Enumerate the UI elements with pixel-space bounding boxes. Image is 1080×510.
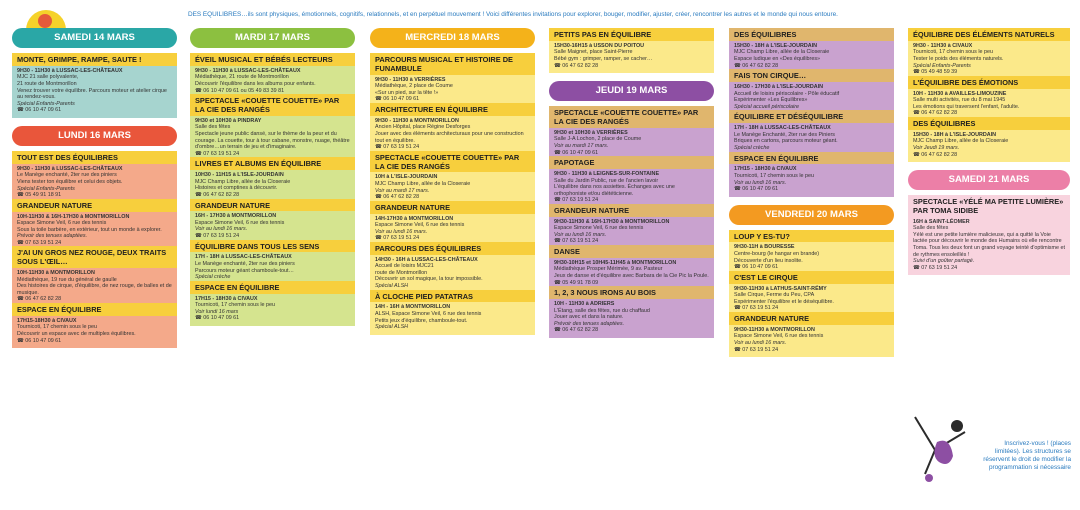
event-title: C'EST LE CIRQUE [729, 271, 894, 284]
event-detail: MJC Champ Libre, allée de la Closeraie [734, 49, 830, 56]
event-item [375, 201, 530, 242]
event-title: ÉVEIL MUSICAL ET BÉBÉS LECTEURS [190, 53, 355, 66]
event-time-place: 15H30 - 18H à L'ISLE-JOURDAIN [734, 42, 818, 49]
event-item [17, 53, 172, 114]
event-detail: Médiathèque Prosper Mérimée, 9 av. Pasteur [554, 266, 663, 273]
event-phone: ☎ 05 49 91 78 09 [554, 279, 599, 286]
event-detail: Voir lundi 16 mars [195, 308, 239, 315]
event-phone: ☎ 07 63 19 51 24 [734, 305, 779, 312]
event-time-place: 9H30-10H15 et 10H45-11H45 à MONTMORILLON [554, 259, 677, 266]
event-detail: Jouer avec des éléments architecturaux pour une construction tout en équilibre. [375, 130, 524, 144]
event-detail: Tournicoti, 17 chemin sous le peu [17, 324, 98, 331]
event-detail: L'Étang, salle des fêtes, rue du chaffaud [554, 307, 650, 314]
event-title: ESPACE EN ÉQUILIBRE [729, 152, 894, 165]
event-time-place: 17H15 - 18H30 à CIVAUX [734, 166, 797, 173]
event-time-place: 14H-17H30 à MONTMORILLON [375, 215, 454, 222]
event-phone: ☎ 07 63 19 51 24 [734, 346, 779, 353]
event-phone: ☎ 06 47 62 82 28 [195, 191, 240, 198]
event-detail: Ancien Hôpital, place Régine Desforges [375, 124, 471, 131]
event-phone: ☎ 06 47 62 82 28 [554, 62, 599, 69]
event-detail: Voir au lundi 16 mars. [195, 226, 248, 233]
event-detail: Salle des fêtes [913, 225, 949, 232]
event-time-place: 9H30 - 11H30 à CIVAUX [913, 42, 973, 49]
event-detail: 21 route de Montmorillon [17, 80, 77, 87]
event-time-place: 16H - 17H30 à MONTMORILLON [195, 213, 277, 220]
event-detail: Médiathèque, 2 place de Coume [375, 83, 453, 90]
event-title: GRANDEUR NATURE [190, 199, 355, 212]
event-item [375, 53, 530, 103]
events-vendredi-20-cont [908, 28, 1070, 162]
event-time-place: 15H30 - 18H à L'ISLE-JOURDAIN [913, 131, 997, 138]
event-detail: MJC Champ Libre, allée de la Closeraie [195, 178, 291, 185]
event-detail: Salle J-A Lochon, 2 place de Coume [554, 136, 642, 143]
event-title: SPECTACLE «COUETTE COUETTE» PAR LA CIE DES RANGÉS [549, 106, 714, 128]
event-detail: Bébé gym : grimper, ramper, se cacher… [554, 55, 653, 62]
event-detail: MJC Champ Libre, allée de la Closeraie [913, 138, 1009, 145]
event-item [913, 76, 1065, 117]
event-item [734, 312, 889, 353]
event-time-place: 14H30 - 16H à LUSSAC-LES-CHÂTEAUX [375, 256, 478, 263]
event-title: L'ÉQUILIBRE DES ÉMOTIONS [908, 76, 1070, 89]
day-header-vendredi-20: VENDREDI 20 MARS [729, 205, 894, 225]
event-title: TOUT EST DES ÉQUILIBRES [12, 151, 177, 164]
event-title: MONTE, GRIMPE, RAMPE, SAUTE ! [12, 53, 177, 66]
event-detail: Jouer avec et dans la nature. [554, 314, 624, 321]
event-item [554, 28, 709, 69]
event-title: LOUP Y ES-TU? [729, 230, 894, 243]
event-phone: ☎ 06 47 62 82 28 [375, 194, 420, 201]
event-detail: Spécial Enfants-Parents [17, 100, 75, 107]
event-detail: L'équilibre dans nos assiettes. Échanges avec une orthophoniste et/ou diététicienne. [554, 184, 675, 197]
event-detail: Venez trouver votre équilibre. Parcours moteur et atelier cirque au rendez-vous. [17, 87, 167, 101]
event-title: J'AI UN GROS NEZ ROUGE, DEUX TRAITS SOUS L'ŒIL… [12, 246, 177, 268]
event-title: PAPOTAGE [549, 156, 714, 169]
registration-note: Inscrivez-vous ! (places limitées). Les structures se réservent le droit de modifier la programmation si nécessaire [983, 440, 1071, 471]
event-detail: Expérimenter l'équilibre et le déséquilibre. [734, 298, 834, 305]
event-title: 1, 2, 3 NOUS IRONS AU BOIS [549, 286, 714, 299]
event-detail: Espace Simone Veil, 6 rue des tennis [17, 220, 107, 227]
event-phone: ☎ 06 10 47 09 61 [195, 315, 240, 322]
event-title: DES ÉQUILIBRES [729, 28, 894, 41]
event-time-place: 10H30 - 11H15 à L'ISLE-JOURDAIN [195, 172, 284, 179]
event-detail: MJC Champ Libre, allée de la Closeraie [375, 180, 471, 187]
event-time-place: 15H30-16H15 à USSON DU POITOU [554, 42, 645, 49]
event-item [17, 199, 172, 247]
event-time-place: 10H - 11H30 à ADRIERS [554, 301, 615, 308]
event-detail: Médiathèque, 19 rue du général de gaulle [17, 276, 117, 283]
event-time-place: 9H30 - 11H30 à MONTMORILLON [375, 117, 459, 124]
event-detail: Salle multi activités, rue du 8 mai 1945 [913, 97, 1006, 104]
event-title: À CLOCHE PIED PATATRAS [370, 290, 535, 303]
event-phone: ☎ 06 47 62 82 28 [734, 62, 779, 69]
event-phone: ☎ 07 63 19 51 24 [17, 239, 62, 246]
event-detail: Jeux de danse et d'équilibre avec Barbara de la Cie Pic la Poule. [554, 273, 709, 280]
event-detail: Salle des fêtes [195, 124, 231, 131]
column-6 [908, 28, 1070, 275]
event-title: ESPACE EN ÉQUILIBRE [12, 303, 177, 316]
event-detail: Prévoir des tenues adaptées. [17, 233, 88, 240]
event-title: GRANDEUR NATURE [549, 204, 714, 217]
event-item [913, 195, 1065, 271]
event-detail: Espace ludique en «Des équilibres» [734, 55, 821, 62]
event-item [195, 199, 350, 240]
event-time-place: 16H30 - 17H30 à L'ISLE-JOURDAIN [734, 83, 824, 90]
acrobat-illustration [905, 412, 977, 487]
events-lundi-16 [12, 151, 177, 348]
event-time-place: 9H30-11H30 à MONTMORILLON [734, 326, 815, 333]
event-phone: ☎ 07 63 19 51 24 [554, 238, 599, 245]
day-header-samedi-21: SAMEDI 21 MARS [908, 170, 1070, 190]
event-time-place: 14H - 16H à MONTMORILLON [375, 304, 451, 311]
event-detail: Spécial Enfants-Parents [913, 62, 971, 69]
event-detail: Découvrir un espace avec de multiples équilibres. [17, 331, 136, 338]
event-title: GRANDEUR NATURE [12, 199, 177, 212]
event-detail: Espace Simone Veil, 6 rue des tennis [195, 219, 285, 226]
event-detail: Spécial ALSH [375, 283, 409, 290]
event-phone: ☎ 07 63 19 51 24 [375, 235, 420, 242]
day-header-mercredi-18: MERCREDI 18 MARS [370, 28, 535, 48]
event-item [554, 106, 709, 156]
events-samedi-14 [12, 53, 177, 118]
event-time-place: 16H à SAINT-LÉOMER [913, 218, 970, 225]
event-item [375, 151, 530, 201]
event-detail: Voir Jeudi 19 mars. [913, 144, 960, 151]
event-item [554, 245, 709, 286]
event-time-place: 9H30 - 11H30 à LUSSAC-LES-CHÂTEAUX [17, 165, 123, 172]
event-time-place: 9H30 et 10H30 à PINDRAY [195, 117, 262, 124]
event-item [195, 94, 350, 157]
event-phone: ☎ 07 63 19 51 24 [554, 197, 599, 204]
event-detail: Tournicoti, 17 chemin sous le peu [913, 49, 994, 56]
event-phone: ☎ 06 10 47 09 61 [17, 107, 62, 114]
event-title: PARCOURS MUSICAL ET HISTOIRE DE FUNAMBULE [370, 53, 535, 75]
event-time-place: 9H30 - 11H30 à VERRIÈRES [375, 76, 446, 83]
day-header-samedi-14: SAMEDI 14 MARS [12, 28, 177, 48]
event-detail: Voir au lundi 16 mars. [734, 179, 787, 186]
event-title: ÉQUILIBRE DES ÉLÉMENTS NATURELS [908, 28, 1070, 41]
event-time-place: 9H30 - 11H30 à LEIGNES-SUR-FONTAINE [554, 170, 660, 177]
event-detail: Espace Simone Veil, 6 rue des tennis [734, 333, 824, 340]
event-title: SPECTACLE «YÉLÉ MA PETITE LUMIÈRE» PAR TOMA SIDIBE [913, 197, 1064, 215]
event-title: ESPACE EN ÉQUILIBRE [190, 281, 355, 294]
event-item [17, 246, 172, 303]
event-detail: Spectacle jeune public dansé, sur le thème de la peur et du courage. La couette, tour à tour cabane, monstre, nuage, théâtre d'ombre…un terrain de jeu et d'imaginaire. [195, 130, 350, 151]
event-title: DANSE [549, 245, 714, 258]
event-phone: ☎ 05 49 48 59 39 [913, 69, 958, 76]
event-phone: ☎ 06 47 62 82 28 [913, 151, 958, 158]
events-mercredi-18 [370, 53, 535, 335]
event-title: GRANDEUR NATURE [729, 312, 894, 325]
event-detail: Voir au mardi 17 mars. [554, 142, 609, 149]
event-phone: ☎ 06 10 47 09 61 [17, 337, 62, 344]
event-time-place: 17H15 - 18H30 à CIVAUX [195, 295, 258, 302]
event-time-place: 10H à L'ISLE-JOURDAIN [375, 174, 438, 181]
event-time-place: 9H30 - 11H30 à LUSSAC-LES-CHÂTEAUX [17, 67, 123, 74]
event-phone: ☎ 07 63 19 51 24 [195, 233, 240, 240]
event-item [17, 151, 172, 199]
event-phone: ☎ 06 47 62 82 28 [554, 327, 599, 334]
event-item [554, 156, 709, 204]
event-phone: ☎ 06 47 62 82 28 [913, 110, 958, 117]
event-phone: ☎ 06 10 47 09 61 [734, 186, 779, 193]
event-detail: Le Manège enchanté, 2ter rue des piniers [17, 172, 117, 179]
event-detail: Centre-bourg (le hangar en brande) [734, 251, 820, 258]
event-phone: ☎ 06 47 62 82 28 [17, 296, 62, 303]
event-item [195, 240, 350, 281]
event-time-place: 9H30-11H30 à LATHUS-SAINT-RÉMY [734, 285, 827, 292]
event-time-place: 10H-11H30 à MONTMORILLON [17, 270, 95, 277]
event-detail: Spécial crèche [195, 274, 231, 281]
event-title: FAIS TON CIRQUE… [729, 69, 894, 82]
column-1 [12, 24, 177, 348]
event-item [195, 53, 350, 94]
event-detail: Voir au lundi 16 mars. [375, 228, 428, 235]
events-vendredi-20 [729, 230, 894, 358]
event-item [734, 69, 889, 110]
event-title: ÉQUILIBRE DANS TOUS LES SENS [190, 240, 355, 253]
event-detail: Petits jeux d'équilibre, chamboule-tout. [375, 317, 468, 324]
event-item [375, 290, 530, 331]
event-detail: Viens tester ton équilibre et celui des objets. [17, 178, 123, 185]
event-time-place: 17H15-18H30 à CIVAUX [17, 317, 77, 324]
event-time-place: 17H - 18H à LUSSAC-LES-CHÂTEAUX [734, 125, 831, 132]
event-detail: Salle du Jardin Public, rue de l'ancien lavoir [554, 177, 659, 184]
column-4 [549, 28, 714, 338]
event-phone: ☎ 07 63 19 51 24 [375, 144, 420, 151]
event-detail: Yélé est une petite lumière malicieuse, qui a quitté la Voie lactée pour découvrir le monde des Humains où elle rencontre Toma. Tous les deux font un grand voyage teinté d'optimisme et de rythmes ensoleillés ! [913, 231, 1065, 258]
event-detail: «Sur un pied, sur la tête !» [375, 89, 439, 96]
event-detail: Sous la toile barbère, en extérieur, tout un monde à explorer. [17, 226, 162, 233]
column-5 [729, 28, 894, 357]
event-detail: Spécial ALSH [375, 324, 409, 331]
day-header-jeudi-19: JEUDI 19 MARS [549, 81, 714, 101]
event-item [17, 303, 172, 344]
event-phone: ☎ 06 10 47 09 61 [554, 149, 599, 156]
event-detail: Le Manège Enchanté, 2ter rue des Piniers [734, 131, 835, 138]
event-detail: Salle Maignet, place Saint-Pierre [554, 49, 633, 56]
event-time-place: 9H30 - 11H30 à LUSSAC-LES-CHÂTEAUX [195, 67, 301, 74]
event-detail: ALSH, Espace Simone Veil, 6 rue des tennis [375, 311, 482, 318]
event-detail: Parcours moteur géant chamboule-tout… [195, 267, 294, 274]
event-detail: Les émotions qui traversent l'enfant, l'adulte. [913, 103, 1020, 110]
event-detail: Découvrir un sol magique, la tour impossible. [375, 276, 483, 283]
intro-text: DES ÉQUILIBRES…ils sont physiques, émotionnels, cognitifs, relationnels, et en perpétuel mouvement ! Voici différentes invitations pour explorer, bouger, modifier, ajuster, créer, rencontrer les autres et le monde qui nous entoure. [188, 11, 838, 18]
event-phone: ☎ 07 63 19 51 24 [913, 264, 958, 271]
event-detail: Espace Simone Veil, 6 rue des tennis [375, 222, 465, 229]
event-title: DES ÉQUILIBRES [908, 117, 1070, 130]
event-phone: ☎ 06 10 47 09 61 [734, 264, 779, 271]
event-item [913, 117, 1065, 158]
event-detail: Voir au mardi 17 mars. [375, 187, 430, 194]
event-title: ÉQUILIBRE ET DÉSÉQUILIBRE [729, 110, 894, 123]
event-detail: Voir au lundi 16 mars. [734, 340, 787, 347]
event-detail: Spécial accueil périscolaire [734, 103, 800, 110]
event-detail: Accueil de loisirs MJC21 [375, 263, 434, 270]
event-item [734, 110, 889, 151]
event-item [554, 286, 709, 334]
event-title: SPECTACLE «COUETTE COUETTE» PAR LA CIE DES RANGÉS [370, 151, 535, 173]
day-header-lundi-16: LUNDI 16 MARS [12, 126, 177, 146]
event-time-place: 17H - 18H à LUSSAC-LES-CHÂTEAUX [195, 254, 292, 261]
column-2 [190, 24, 355, 326]
event-detail: Des histoires de cirque, d'équilibre, de nez rouge, de balles et de musique. [17, 283, 172, 296]
event-time-place: 10H-11H30 & 16H-17H30 à MONTMORILLON [17, 213, 130, 220]
event-item [554, 204, 709, 245]
event-detail: Découvrir l'équilibre dans les albums pour enfants. [195, 80, 316, 87]
event-item [195, 157, 350, 198]
event-title: PETITS PAS EN ÉQUILIBRE [549, 28, 714, 41]
event-detail: Spécial crèche [734, 144, 770, 151]
event-detail: MJC 21 salle polyvalente, [17, 74, 79, 81]
event-detail: Suivi d'un goûter partagé. [913, 258, 975, 265]
event-detail: Histoires et comptines à découvrir. [195, 185, 278, 192]
event-phone: ☎ 07 63 19 51 24 [195, 150, 240, 157]
event-item [913, 28, 1065, 76]
event-title: LIVRES ET ALBUMS EN ÉQUILIBRE [190, 157, 355, 170]
event-time-place: 10H - 11H30 à AVAILLES-LIMOUZINE [913, 90, 1007, 97]
event-detail: Salle Cirque, Ferme du Peu, CPA [734, 292, 815, 299]
event-item [734, 230, 889, 271]
event-detail: Briques en cartons, parcours moteur géant. [734, 138, 838, 145]
event-title: SPECTACLE «COUETTE COUETTE» PAR LA CIE DES RANGÉS [190, 94, 355, 116]
column-3 [370, 24, 535, 335]
event-phone: ☎ 05 49 91 18 91 [17, 192, 62, 199]
event-detail: Tournicoti, 17 chemin sous le peu [195, 302, 276, 309]
event-phone: ☎ 06 10 47 09 61 ou 05 49 83 39 81 [195, 87, 285, 94]
event-detail: Expérimenter «Les Équilibres» [734, 97, 808, 104]
event-detail: Voir au lundi 16 mars. [554, 231, 607, 238]
day-header-mardi-17: MARDI 17 MARS [190, 28, 355, 48]
event-detail: Prévoir des tenues adaptées. [554, 320, 625, 327]
event-detail: Accueil de loisirs périscolaire - Pôle éducatif [734, 90, 840, 97]
event-title: GRANDEUR NATURE [370, 201, 535, 214]
event-item [375, 103, 530, 151]
event-phone: ☎ 06 10 47 09 61 [375, 96, 420, 103]
events-samedi-21 [908, 195, 1070, 275]
event-detail: Tournicoti, 17 chemin sous le peu [734, 172, 815, 179]
events-mardi-17 [190, 53, 355, 326]
event-detail: Médiathèque, 21 route de Montmorillon [195, 74, 289, 81]
event-item [734, 271, 889, 312]
event-title: PARCOURS DES ÉQUILIBRES [370, 242, 535, 255]
event-title: ARCHITECTURE EN ÉQUILIBRE [370, 103, 535, 116]
event-item [195, 281, 350, 322]
event-item [734, 152, 889, 193]
event-detail: Le Manège enchanté, 2ter rue des piniers [195, 261, 295, 268]
events-jeudi-19-cont [729, 28, 894, 197]
events-mercredi-18-cont [549, 28, 714, 73]
events-jeudi-19 [549, 106, 714, 338]
event-detail: Découverte d'un lieu insolite. [734, 257, 803, 264]
event-detail: Tester le poids des éléments naturels. [913, 55, 1004, 62]
event-time-place: 9H30-11H à BOURESSE [734, 244, 795, 251]
event-detail: route de Montmorillon [375, 269, 428, 276]
event-detail: Espace Simone Veil, 6 rue des tennis [554, 225, 644, 232]
event-time-place: 9H30 et 10H30 à VERRIÈRES [554, 129, 628, 136]
event-item [734, 28, 889, 69]
event-time-place: 9H30-11H30 & 16H-17H30 à MONTMORILLON [554, 218, 670, 225]
event-detail: Spécial Enfants-Parents [17, 185, 75, 192]
event-item [375, 242, 530, 290]
